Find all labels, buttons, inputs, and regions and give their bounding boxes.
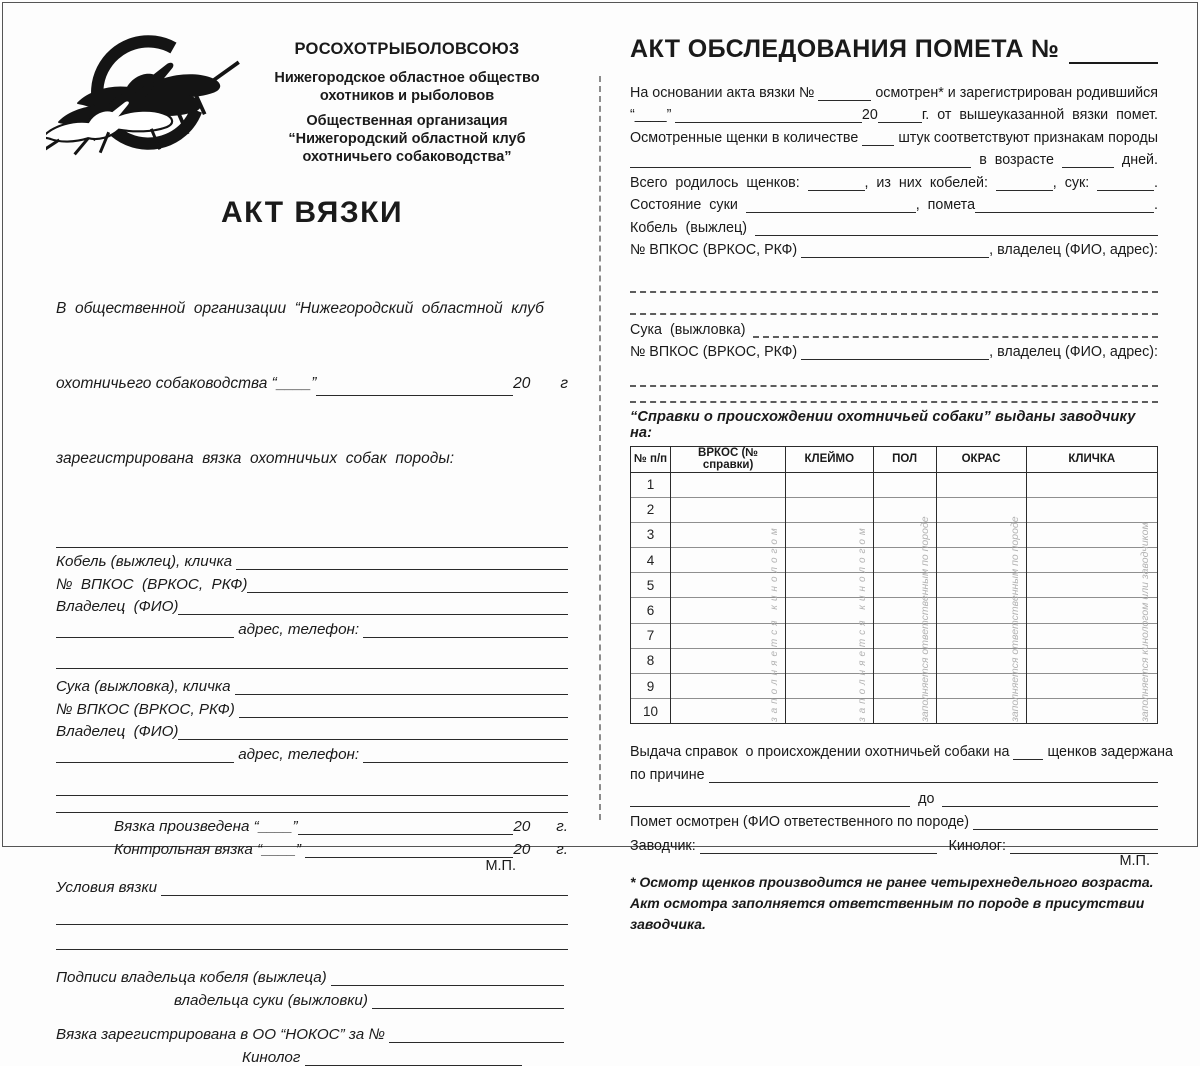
dashed-blank-line xyxy=(630,387,1158,403)
litter-act-bottom-lines xyxy=(630,736,1173,854)
blank-field xyxy=(801,257,989,258)
empty-cell xyxy=(1026,648,1157,673)
blank-field xyxy=(996,190,1053,191)
organization-header xyxy=(246,30,568,166)
blank-field xyxy=(1013,759,1043,760)
litter-act-title-row xyxy=(630,28,1158,64)
blank-field xyxy=(247,592,568,593)
blank-line xyxy=(56,646,568,669)
field-label: осмотрен* и зарегистрирован родившийся xyxy=(871,84,1158,101)
field-label: Кобель (выжлец) xyxy=(630,219,755,236)
blank-line xyxy=(56,773,568,796)
female-vpkos-line xyxy=(56,695,568,718)
blank-field xyxy=(236,569,568,570)
blank-field xyxy=(973,829,1158,830)
hunting-dogs-logo-icon xyxy=(46,30,246,172)
blank-field xyxy=(630,385,1158,387)
totals-line xyxy=(630,168,1158,191)
table-row xyxy=(631,548,1158,573)
table-header-cell: № п/п xyxy=(631,446,671,472)
field-label: Подписи владельца кобеля (выжлеца) xyxy=(56,969,331,987)
watermark-note: заполняется ответственным по породе xyxy=(918,515,931,722)
page-divider-dashed-line xyxy=(599,76,601,820)
reason-line xyxy=(630,760,1158,784)
empty-cell xyxy=(1026,598,1157,623)
basis-line xyxy=(630,78,1158,101)
field-label: 20 xyxy=(861,107,878,123)
field-label: № ВПКОС (ВРКОС, РКФ) xyxy=(56,700,239,718)
field-label: г. от вышеуказанной вязки помет. xyxy=(921,107,1158,123)
field-label: штук соответствуют признакам породы xyxy=(894,129,1158,146)
empty-cell xyxy=(1026,497,1157,522)
field-label: Кобель (выжлец), кличка xyxy=(56,553,237,571)
control-mating-line xyxy=(56,835,568,858)
blank-field xyxy=(56,795,568,796)
row-number-cell: 10 xyxy=(631,699,671,724)
female-name-line xyxy=(56,673,568,696)
condition-line xyxy=(630,191,1158,214)
table-header-cell: ПОЛ xyxy=(873,446,936,472)
blank-field xyxy=(305,857,513,858)
sire-vpkos-line xyxy=(630,236,1158,259)
field-label: адрес, телефон: xyxy=(234,620,364,638)
field-label: по причине xyxy=(630,767,709,784)
table-row xyxy=(631,674,1158,699)
dashed-blank-line xyxy=(630,364,1158,387)
field-label: Заводчик: xyxy=(630,837,700,854)
field-label: Всего родилось щенков: xyxy=(630,174,808,191)
table-row xyxy=(631,472,1158,497)
female-owner-line xyxy=(56,718,568,741)
stamp-line xyxy=(630,854,1158,869)
age-line xyxy=(630,146,1158,169)
field-label: владельца суки (выжловки) xyxy=(174,991,373,1009)
row-number-cell: 8 xyxy=(631,648,671,673)
litter-inspection-page xyxy=(630,28,1173,935)
blank-field xyxy=(675,122,862,123)
blank-field xyxy=(316,395,513,396)
blank-field xyxy=(1097,190,1154,191)
field-label: Условия вязки xyxy=(56,879,162,897)
cynologist-signature-line xyxy=(56,1043,568,1066)
empty-cell xyxy=(1026,472,1157,497)
blank-field xyxy=(755,235,1158,236)
field-label: г. xyxy=(556,840,568,858)
field-label: № ВПКОС (ВРКОС, РКФ) xyxy=(630,344,802,360)
table-header-cell: КЛЕЙМО xyxy=(786,446,873,472)
inspector-line xyxy=(630,807,1158,831)
blank-field xyxy=(56,949,568,950)
blank-field xyxy=(746,212,916,213)
female-owner-signature-line xyxy=(56,986,568,1009)
blank-field xyxy=(630,806,910,807)
table-header-cell: ОКРАС xyxy=(936,446,1026,472)
blank-field xyxy=(239,717,568,718)
blank-line xyxy=(56,927,568,950)
field-label: Контрольная вязка “____” xyxy=(114,840,306,858)
watermark-note: заполняется ответственным по породе xyxy=(1008,515,1021,722)
field-label: 20 xyxy=(513,840,531,858)
blank-field xyxy=(178,739,568,740)
birth-date-line xyxy=(630,101,1158,124)
mating-act-page xyxy=(56,30,568,1066)
male-address-line xyxy=(56,615,568,638)
blank-field xyxy=(56,812,568,813)
male-owner-line xyxy=(56,593,568,616)
intro-line-2-text: охотничьего собаководства “____” xyxy=(56,375,317,392)
blank-field xyxy=(700,853,937,854)
blank-field xyxy=(363,637,568,638)
dashed-blank-line xyxy=(630,270,1158,293)
society-name-line2: охотников и рыболовов xyxy=(319,88,495,104)
empty-cell xyxy=(1026,674,1157,699)
conditions-line xyxy=(56,874,568,897)
row-number-cell: 2 xyxy=(631,497,671,522)
field-label: г. xyxy=(556,818,568,836)
blank-field xyxy=(630,167,971,168)
blank-field xyxy=(630,291,1158,293)
blank-field xyxy=(753,336,1158,338)
field-label: Владелец (ФИО) xyxy=(56,723,179,741)
table-header-row xyxy=(631,446,1158,472)
certificates-table-wrap xyxy=(630,446,1158,725)
field-label: Вязка зарегистрирована в ОО “НОКОС” за № xyxy=(56,1026,390,1044)
intro-line-2 xyxy=(56,371,568,396)
blank-field xyxy=(942,806,1158,807)
watermark-note: заполняется кинологом xyxy=(856,523,868,722)
blank-line xyxy=(56,796,568,813)
blank-field xyxy=(331,985,564,986)
field-label: . xyxy=(1154,174,1158,191)
mating-act-title: АКТ ВЯЗКИ xyxy=(220,196,404,229)
blank-field xyxy=(363,762,568,763)
table-row xyxy=(631,522,1158,547)
table-row xyxy=(631,573,1158,598)
male-name-line xyxy=(56,548,568,571)
field-label: , сук: xyxy=(1052,174,1098,191)
blank-field xyxy=(808,190,865,191)
litter-act-title: АКТ ОБСЛЕДОВАНИЯ ПОМЕТА № xyxy=(630,35,1060,63)
blank-field xyxy=(1062,167,1114,168)
watermark-note: заполняется кинологом или заводчиком xyxy=(1138,521,1151,722)
field-label: , из них кобелей: xyxy=(864,174,996,191)
field-label: Кинолог xyxy=(242,1048,305,1066)
field-label: Сука (выжловка), кличка xyxy=(56,678,235,696)
litter-act-paragraph xyxy=(630,78,1158,403)
society-name-line1: Нижегородское областное общество xyxy=(274,70,540,86)
blank-field xyxy=(389,1042,564,1043)
blank-field xyxy=(630,313,1158,315)
footnote-1: * Осмотр щенков производится не ранее четырехнедельного возраста. xyxy=(630,873,1154,890)
blank-field xyxy=(298,834,514,835)
blank-field xyxy=(818,100,871,101)
union-name: РОСОХОТРЫБОЛОВСОЮЗ xyxy=(294,40,520,58)
empty-cell xyxy=(1026,699,1157,724)
row-number-cell: 6 xyxy=(631,598,671,623)
row-number-cell: 3 xyxy=(631,522,671,547)
table-row xyxy=(631,648,1158,673)
field-label: . xyxy=(1154,197,1158,213)
mating-date-line xyxy=(56,813,568,836)
blank-field xyxy=(862,145,894,146)
blank-field xyxy=(161,895,568,896)
table-header-cell: КЛИЧКА xyxy=(1026,446,1157,472)
table-row xyxy=(631,497,1158,522)
empty-cell xyxy=(1026,548,1157,573)
letterhead xyxy=(56,30,568,172)
blank-field xyxy=(235,694,568,695)
field-label: щенков задержана xyxy=(1043,743,1173,760)
field-label: дней. xyxy=(1113,152,1158,168)
dam-vpkos-line xyxy=(630,338,1158,361)
field-label: Осмотренные щенки в количестве xyxy=(630,129,863,146)
field-label: до xyxy=(910,790,943,807)
field-label: , помета xyxy=(915,197,976,213)
female-address-line xyxy=(56,740,568,763)
club-name-line2: “Нижегородский областной клуб xyxy=(288,131,526,147)
table-row xyxy=(631,623,1158,648)
withheld-line xyxy=(630,736,1173,760)
blank-line xyxy=(56,525,568,548)
field-label: в возрасте xyxy=(971,152,1062,168)
breeder-cynologist-line xyxy=(630,830,1158,854)
male-owner-signature-line xyxy=(56,964,568,987)
field-label: Помет осмотрен (ФИО ответественного по породе) xyxy=(630,814,973,831)
field-label: № ВПКОС (ВРКОС, РКФ) xyxy=(56,575,248,593)
field-label: адрес, телефон: xyxy=(234,745,364,763)
blank-field xyxy=(56,924,568,925)
stamp-label: М.П. xyxy=(1119,852,1150,869)
blank-field xyxy=(56,668,568,669)
table-row xyxy=(631,699,1158,724)
row-number-cell: 5 xyxy=(631,573,671,598)
field-label: , владелец (ФИО, адрес): xyxy=(989,344,1158,360)
male-vpkos-line xyxy=(56,570,568,593)
blank-field xyxy=(372,1008,564,1009)
blank-field xyxy=(975,212,1154,213)
footnote-2: Акт осмотра заполняется ответственным по породе в присутствии заводчика. xyxy=(630,894,1145,932)
blank-field xyxy=(801,359,989,360)
empty-cell xyxy=(1026,573,1157,598)
stamp-line xyxy=(56,858,568,874)
intro-line-1: В общественной организации “Нижегородский областной клуб xyxy=(56,300,544,317)
blank-field xyxy=(56,762,234,763)
blank-field xyxy=(178,614,568,615)
field-label: Выдача справок о происхождении охотничьей собаки на xyxy=(630,743,1014,760)
field-label: Состояние суки xyxy=(630,197,746,213)
blank-line xyxy=(56,902,568,925)
dam-line xyxy=(630,315,1158,338)
puppy-certificates-table xyxy=(630,446,1158,725)
blank-field xyxy=(56,547,568,548)
field-label: Вязка произведена “____” xyxy=(114,818,298,836)
field-label: М.П. xyxy=(485,857,516,874)
intro-paragraph xyxy=(56,246,568,521)
row-number-cell: 7 xyxy=(631,623,671,648)
intro-year-suffix: г xyxy=(560,375,568,392)
registration-number-line xyxy=(56,1021,568,1044)
blank-field xyxy=(878,122,922,123)
row-number-cell: 4 xyxy=(631,548,671,573)
table-header-cell: ВРКОС (№ справки) xyxy=(671,446,786,472)
field-label: № ВПКОС (ВРКОС, РКФ) xyxy=(630,242,802,258)
mating-act-form-lines xyxy=(56,525,568,1066)
field-label: Владелец (ФИО) xyxy=(56,598,179,616)
field-label: Сука (выжловка) xyxy=(630,321,754,338)
row-number-cell: 9 xyxy=(631,674,671,699)
club-name-line1: Общественная организация xyxy=(306,113,508,129)
field-label: На основании акта вязки № xyxy=(630,84,819,101)
certificates-table-caption: “Справки о происхождении охотничьей собаки” выданы заводчику на: xyxy=(630,408,1136,441)
until-line xyxy=(630,783,1158,807)
intro-line-3: зарегистрирована вязка охотничьих собак породы: xyxy=(56,450,455,467)
empty-cell xyxy=(1026,623,1157,648)
inspected-count-line xyxy=(630,123,1158,146)
field-label: , владелец (ФИО, адрес): xyxy=(989,242,1158,258)
dashed-blank-line xyxy=(630,293,1158,316)
blank-field xyxy=(56,637,234,638)
act-number-blank xyxy=(1069,62,1158,64)
intro-year: 20 xyxy=(513,375,531,392)
watermark-note: заполняется кинологом xyxy=(769,523,781,722)
club-name-line3: охотничьего собаководства” xyxy=(302,149,512,165)
table-row xyxy=(631,598,1158,623)
empty-cell xyxy=(1026,522,1157,547)
row-number-cell: 1 xyxy=(631,472,671,497)
sire-line xyxy=(630,213,1158,236)
field-label: 20 xyxy=(513,818,531,836)
field-label: Кинолог: xyxy=(948,837,1010,854)
blank-field xyxy=(709,782,1158,783)
blank-field xyxy=(630,401,1158,403)
field-label: “____” xyxy=(630,107,676,123)
